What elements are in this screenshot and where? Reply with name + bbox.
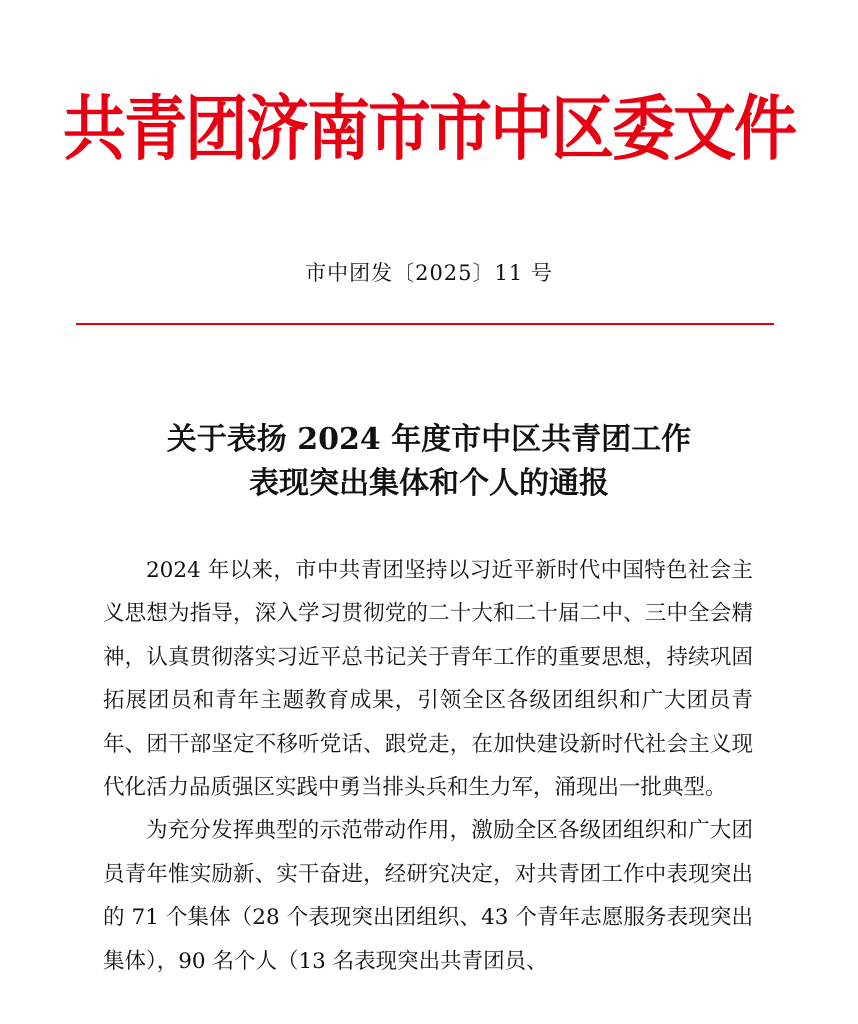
body-paragraph: 2024 年以来，市中共青团坚持以习近平新时代中国特色社会主义思想为指导，深入学习贯彻党的二十大和二十届二中、三中全会精神，认真贯彻落实习近平总书记关于青年工作的重要思想，持续巩固拓展团员和青年主题教育成果，引领全区各级团组织和广大团员青年、团干部坚定不移听党话、跟党走，在加快建设新时代社会主义现代化活力品质强区实践中勇当排头兵和生力军，涌现出一批典型。: [103, 558, 753, 801]
red-divider-line: [76, 323, 774, 325]
body-paragraph: 为充分发挥典型的示范带动作用，激励全区各级团组织和广大团员青年惟实励新、实干奋进，经研究决定，对共青团工作中表现突出的 71 个集体（28 个表现突出团组织、43 个青年志愿服务表现突出集体），90 名个人（13 名表现突出共青团员、: [103, 818, 753, 974]
document-number: 市中团发〔2025〕11 号: [305, 261, 553, 285]
notice-title-line-1: 关于表扬 2024 年度市中区共青团工作: [166, 422, 692, 457]
notice-title-line-2: 表现突出集体和个人的通报: [249, 466, 609, 501]
notice-title: [0, 418, 858, 506]
masthead-title: 共青团济南市市中区委文件: [63, 88, 795, 170]
notice-body: [103, 549, 753, 983]
